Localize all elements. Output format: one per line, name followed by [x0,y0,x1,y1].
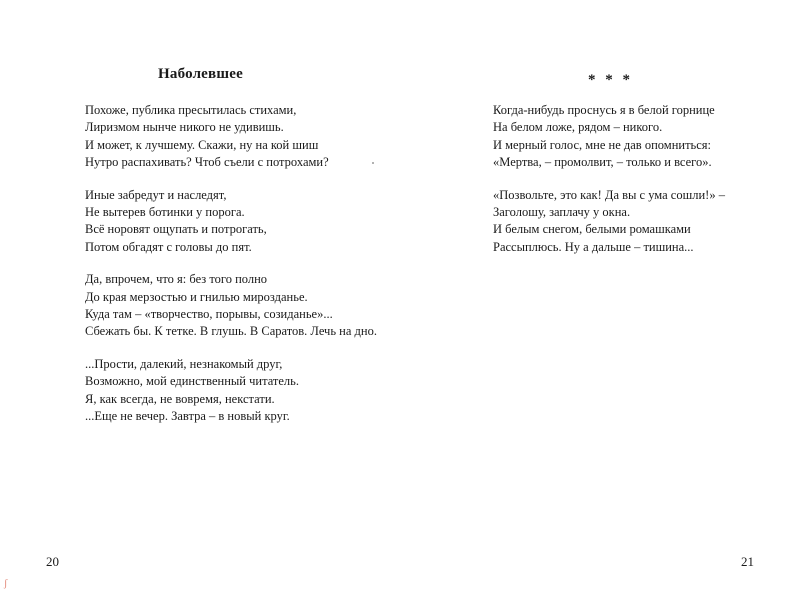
poem-line: И белым снегом, белыми ромашками [493,222,691,237]
poem-line: «Позвольте, это как! Да вы с ума сошли!» – [493,187,725,202]
poem-body [85,102,377,441]
poem-line: Похоже, публика пресытилась стихами, [85,103,297,117]
poem-line: Потом обгадят с головы до пят. [85,239,252,254]
poem-line: И мерный голос, мне не дав опомниться: [493,137,712,152]
poem-line: На белом ложе, рядом – никого. [493,120,663,135]
poem-line: И может, к лучшему. Скажи, ну на кой шиш [85,137,319,152]
page-number: 21 [741,554,754,569]
poem-line: До края мерзостью и гнилью мирозданье. [85,289,308,304]
stanza [85,356,377,426]
corner-mark-icon: ʃ [4,578,8,589]
right-page [400,0,800,593]
poem-line: Не вытерев ботинки у порога. [85,205,245,220]
poem-line: Рассыплюсь. Ну а дальше – тишина... [493,239,694,254]
poem-line: Нутро распахивать? Чтоб съели с потрохами? [85,155,329,170]
poem-line: Заголошу, заплачу у окна. [493,205,631,220]
poem-line: Возможно, мой единственный читатель. [85,374,299,389]
poem-line: ...Еще не вечер. Завтра – в новый круг. [85,409,290,424]
poem-line: Когда-нибудь проснусь я в белой горнице [493,103,715,117]
poem-body [493,102,725,271]
poem-line: Всё норовят ощупать и потрогать, [85,222,267,237]
poem-line: Иные забредут и наследят, [85,187,227,202]
poem-title-asterisks: * * * [588,72,633,88]
stanza [85,102,377,172]
stanza [493,102,725,172]
poem-line: Сбежать бы. К тетке. В глушь. В Саратов. Лечь на дно. [85,324,377,339]
poem-line: Куда там – «творчество, порывы, созиданье»... [85,307,333,322]
poem-line: Да, впрочем, что я: без того полно [85,272,268,287]
stanza [85,187,377,257]
page-number: 20 [46,554,59,569]
paper-speck [372,162,374,164]
poem-line: «Мертва, – промолвит, – только и всего». [493,155,712,170]
stanza [493,187,725,257]
poem-line: Лиризмом нынче никого не удивишь. [85,120,284,135]
stanza [85,271,377,341]
poem-title: Наболевшее [158,66,243,82]
poem-line: Я, как всегда, не вовремя, некстати. [85,391,275,406]
poem-line: ...Прости, далекий, незнакомый друг, [85,356,283,371]
